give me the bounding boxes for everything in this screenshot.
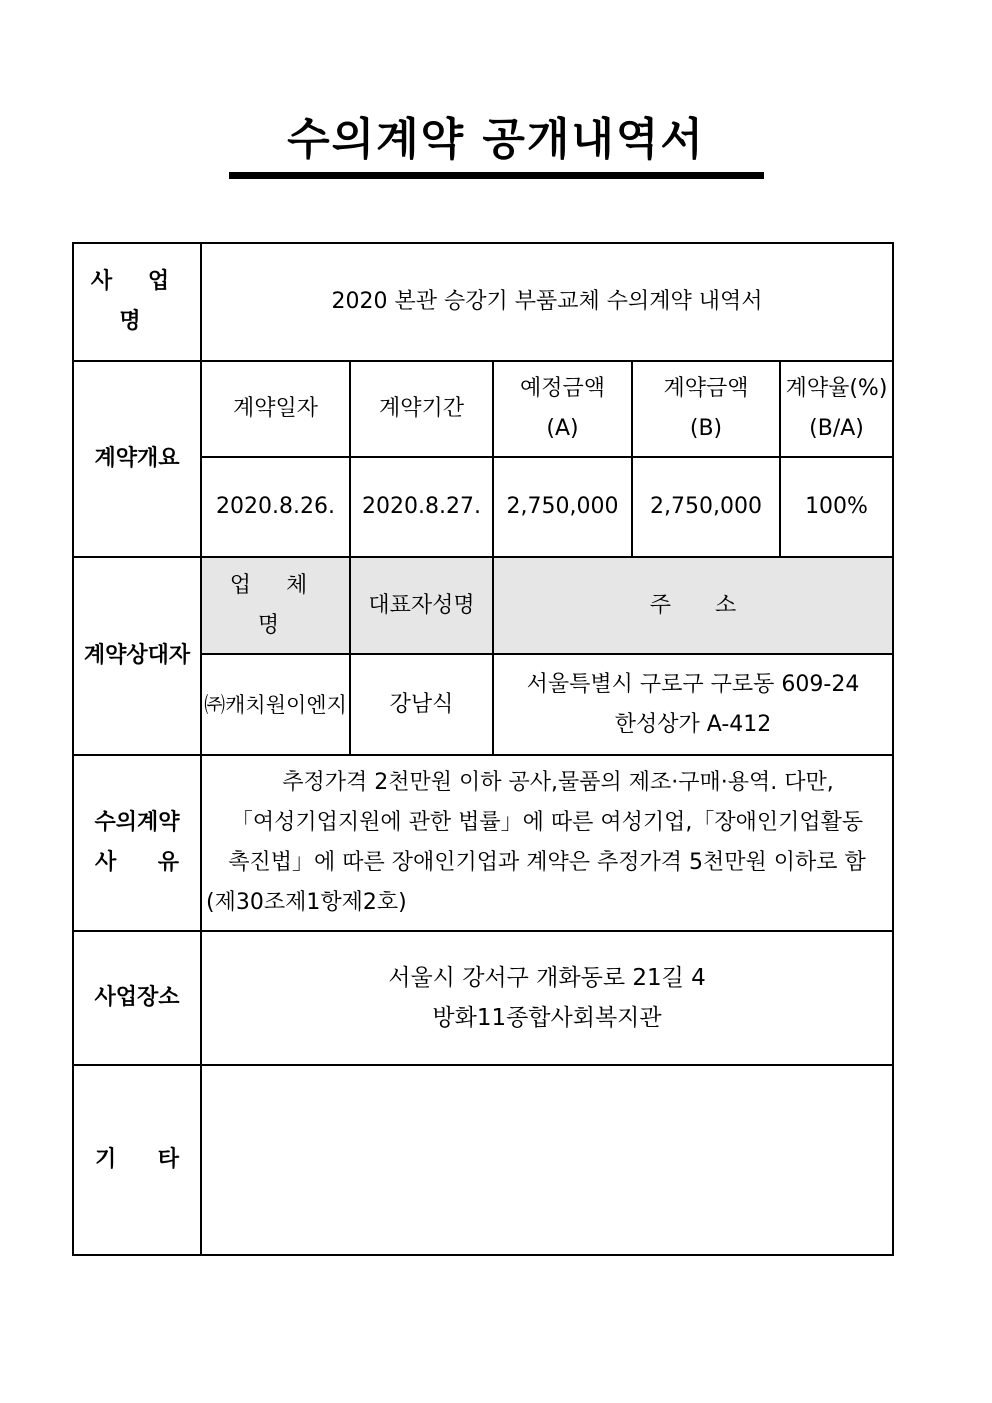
header-contract-line2: (B) <box>689 416 723 441</box>
reason-label-char-b: 유 <box>157 850 179 875</box>
value-contract-period: 2020.8.27. <box>350 457 493 557</box>
header-contract-rate <box>780 361 893 457</box>
header-estimated-amount <box>493 361 632 457</box>
header-address: 주 소 <box>493 557 893 654</box>
location-line2: 방화11종합사회복지관 <box>432 1005 662 1031</box>
other-label <box>73 1065 201 1255</box>
value-contract-rate: 100% <box>780 457 893 557</box>
document-title: 수의계약 공개내역서 <box>287 114 705 165</box>
other-label-chars <box>95 1140 179 1180</box>
other-row <box>73 1065 893 1255</box>
project-row <box>73 243 893 361</box>
other-label-char-a: 기 <box>95 1147 117 1172</box>
value-representative: 강남식 <box>350 654 493 755</box>
value-company-name: ㈜캐치원이엔지 <box>201 654 350 755</box>
header-contract-period: 계약기간 <box>350 361 493 457</box>
value-contract-amount: 2,750,000 <box>632 457 780 557</box>
header-rate-line1: 계약율(%) <box>785 376 888 401</box>
overview-label: 계약개요 <box>73 361 201 557</box>
project-label: 사 업 명 <box>73 243 201 361</box>
contract-table <box>72 242 894 1256</box>
value-contract-date: 2020.8.26. <box>201 457 350 557</box>
overview-header-row <box>73 361 893 457</box>
reason-row <box>73 755 893 931</box>
counterparty-label: 계약상대자 <box>73 557 201 755</box>
header-rate-line2: (B/A) <box>809 416 864 441</box>
value-address <box>493 654 893 755</box>
header-contract-amount <box>632 361 780 457</box>
location-line1: 서울시 강서구 개화동로 21길 4 <box>388 965 706 991</box>
reason-label-char-a: 사 <box>95 850 117 875</box>
project-value: 2020 본관 승강기 부품교체 수의계약 내역서 <box>201 243 893 361</box>
reason-label-line2 <box>95 843 179 883</box>
header-estimated-line1: 예정금액 <box>519 376 605 401</box>
counterparty-header-row <box>73 557 893 654</box>
header-contract-date: 계약일자 <box>201 361 350 457</box>
header-company-name: 업 체 명 <box>201 557 350 654</box>
other-value <box>201 1065 893 1255</box>
header-estimated-line2: (A) <box>546 416 579 441</box>
location-row <box>73 931 893 1065</box>
header-contract-line1: 계약금액 <box>663 376 749 401</box>
address-line1: 서울특별시 구로구 구로동 609-24 <box>526 671 860 697</box>
address-line2: 한성상가 A-412 <box>614 711 772 737</box>
reason-text-body: 추정가격 2천만원 이하 공사,물품의 제조·구매·용역. 다만,「여성기업지원에 관한 법률」에 따른 여성기업,「장애인기업활동 촉진법」에 따른 장애인기업과 계약은 추정가격 5천만원 이하로 함(제30조제1항제2호) <box>206 770 866 915</box>
other-label-char-b: 타 <box>157 1147 179 1172</box>
location-value <box>201 931 893 1065</box>
location-label: 사업장소 <box>73 931 201 1065</box>
title-underline <box>229 172 764 179</box>
reason-label <box>73 755 201 931</box>
value-estimated-amount: 2,750,000 <box>493 457 632 557</box>
header-representative: 대표자성명 <box>350 557 493 654</box>
reason-label-line1: 수의계약 <box>94 810 180 835</box>
reason-text <box>201 755 893 931</box>
